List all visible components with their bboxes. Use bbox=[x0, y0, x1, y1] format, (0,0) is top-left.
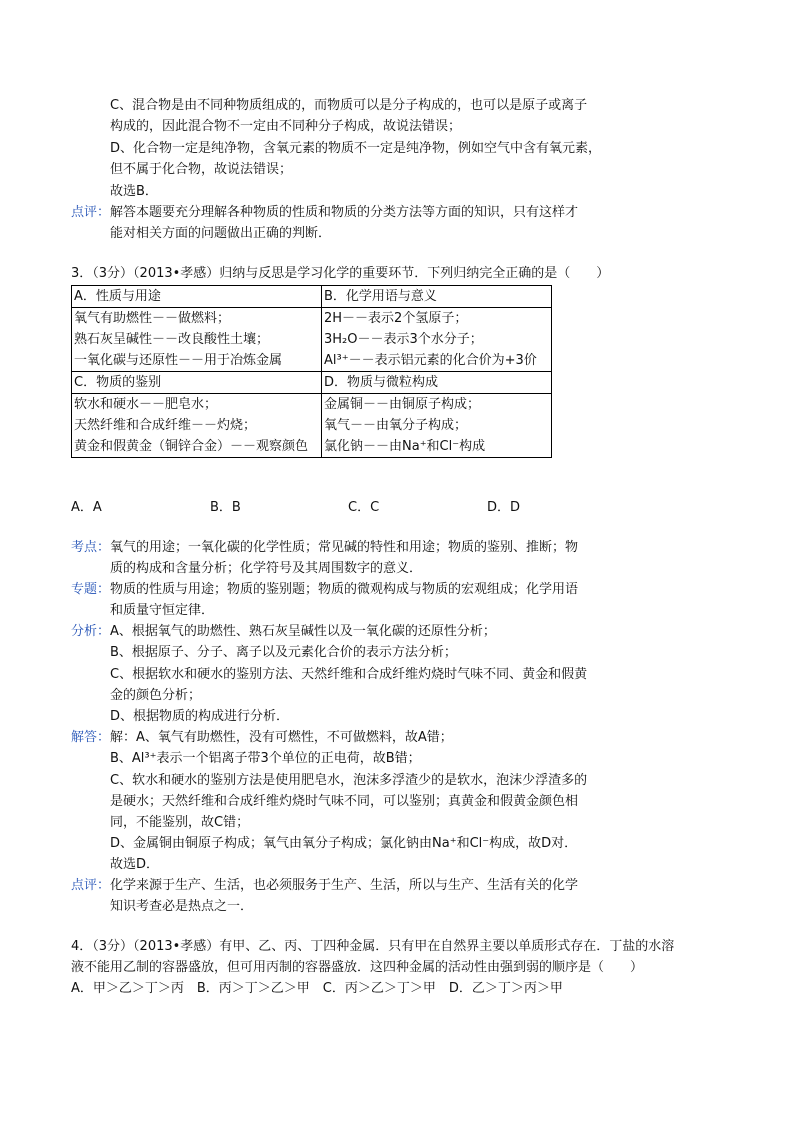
q2-option-d-line2: 但不属于化合物，故说法错误； bbox=[110, 162, 293, 177]
kaodian-line1: 氧气的用途；一氧化碳的化学性质；常见碱的特性和用途；物质的鉴别、推断；物 bbox=[110, 540, 579, 555]
dianping-label: 点评： bbox=[71, 878, 111, 893]
fenxi-line: B、根据原子、分子、离子以及元素化合价的表示方法分析； bbox=[110, 645, 457, 660]
jieda-line: B、Al³⁺表示一个铝离子带3个单位的正电荷，故B错； bbox=[110, 751, 421, 766]
fenxi-label: 分析： bbox=[71, 624, 111, 639]
table-cell-a-item: 一氧化碳与还原性－－用于冶炼金属 bbox=[74, 353, 283, 368]
fenxi-line: 金的颜色分析； bbox=[110, 688, 202, 703]
table-cell-c-item: 天然纤维和合成纤维－－灼烧； bbox=[74, 418, 257, 433]
kaodian-label: 考点： bbox=[71, 540, 111, 555]
q4-stem-line1: 4．（3分）（2013•孝感）有甲、乙、丙、丁四种金属．只有甲在自然界主要以单质形式存在．丁盐的水溶 bbox=[71, 939, 675, 954]
table-cell-d-item: 氧气－－由氧分子构成； bbox=[324, 418, 468, 433]
table-head-d: D．物质与微粒构成 bbox=[322, 372, 552, 394]
fenxi-line: D、根据物质的构成进行分析． bbox=[110, 709, 290, 724]
zhuanti-line1: 物质的性质与用途；物质的鉴别题；物质的微观构成与物质的宏观组成；化学用语 bbox=[110, 582, 579, 597]
table-cell-c-item: 软水和硬水－－肥皂水； bbox=[74, 397, 218, 412]
jieda-line: C、软水和硬水的鉴别方法是使用肥皂水，泡沫多浮渣少的是软水，泡沫少浮渣多的 bbox=[110, 773, 588, 788]
q3-stem: 3．（3分）（2013•孝感）归纳与反思是学习化学的重要环节．下列归纳完全正确的是（ ） bbox=[71, 266, 610, 281]
jieda-label: 解答： bbox=[71, 730, 111, 745]
table-cell-b-item: Al³⁺－－表示铝元素的化合价为+3价 bbox=[324, 353, 537, 368]
dianping-line1: 化学来源于生产、生活，也必须服务于生产、生活，所以与生产、生活有关的化学 bbox=[110, 878, 579, 893]
table-cell-c-item: 黄金和假黄金（铜锌合金）－－观察颜色 bbox=[74, 439, 309, 454]
jieda-line: 解：A、氧气有助燃性，没有可燃性，不可做燃料，故A错； bbox=[110, 730, 453, 745]
q3-option-b: B．B bbox=[210, 500, 241, 515]
dianping-line2: 知识考查必是热点之一． bbox=[110, 899, 254, 914]
q2-option-c-line2: 构成的，因此混合物不一定由不同种分子构成，故说法错误； bbox=[110, 119, 462, 134]
table-cell-d bbox=[322, 394, 552, 458]
table-cell-b-item: 2H－－表示2个氢原子； bbox=[324, 311, 468, 326]
table-cell-a-item: 氧气有助燃性－－做燃料； bbox=[74, 311, 231, 326]
q3-table bbox=[71, 285, 552, 458]
table-head-b: B．化学用语与意义 bbox=[322, 286, 552, 308]
q2-comment-line1: 解答本题要充分理解各种物质的性质和物质的分类方法等方面的知识，只有这样才 bbox=[110, 205, 579, 220]
q3-option-a: A．A bbox=[71, 500, 102, 515]
fenxi-line: C、根据软水和硬水的鉴别方法、天然纤维和合成纤维灼烧时气味不同、黄金和假黄 bbox=[110, 667, 588, 682]
q2-comment-label: 点评： bbox=[71, 205, 111, 220]
jieda-line: 故选D． bbox=[110, 857, 160, 872]
q2-option-d-line1: D、化合物一定是纯净物，含氧元素的物质不一定是纯净物，例如空气中含有氧元素， bbox=[110, 141, 602, 156]
jieda-line: D、金属铜由铜原子构成；氧气由氧分子构成；氯化钠由Na⁺和Cl⁻构成，故D对． bbox=[110, 836, 578, 851]
q3-option-d: D．D bbox=[487, 500, 521, 515]
jieda-line: 同，不能鉴别，故C错； bbox=[110, 815, 250, 830]
table-cell-d-item: 金属铜－－由铜原子构成； bbox=[324, 397, 481, 412]
table-head-a: A．性质与用途 bbox=[72, 286, 322, 308]
q2-option-c-line1: C、混合物是由不同种物质组成的，而物质可以是分子构成的，也可以是原子或离子 bbox=[110, 98, 588, 113]
kaodian-line2: 质的构成和含量分析；化学符号及其周围数字的意义． bbox=[110, 561, 423, 576]
table-head-c: C．物质的鉴别 bbox=[72, 372, 322, 394]
q2-choose: 故选B． bbox=[110, 184, 158, 199]
q3-option-c: C．C bbox=[348, 500, 380, 515]
table-cell-a-item: 熟石灰呈碱性－－改良酸性土壤； bbox=[74, 332, 270, 347]
table-cell-b bbox=[322, 308, 552, 372]
fenxi-line: A、根据氧气的助燃性、熟石灰呈碱性以及一氧化碳的还原性分析； bbox=[110, 624, 496, 639]
zhuanti-label: 专题： bbox=[71, 582, 111, 597]
table-cell-c bbox=[72, 394, 322, 458]
q2-comment-line2: 能对相关方面的问题做出正确的判断． bbox=[110, 226, 332, 241]
table-cell-d-item: 氯化钠－－由Na⁺和Cl⁻构成 bbox=[324, 439, 486, 454]
table-cell-a bbox=[72, 308, 322, 372]
table-cell-b-item: 3H₂O－－表示3个水分子； bbox=[324, 332, 483, 347]
jieda-line: 是硬水；天然纤维和合成纤维灼烧时气味不同，可以鉴别；真黄金和假黄金颜色相 bbox=[110, 794, 579, 809]
zhuanti-line2: 和质量守恒定律． bbox=[110, 603, 215, 618]
q4-stem-line2: 液不能用乙制的容器盛放，但可用丙制的容器盛放．这四种金属的活动性由强到弱的顺序是（ ） bbox=[71, 960, 644, 975]
q4-options: A．甲＞乙＞丁＞丙 B．丙＞丁＞乙＞甲 C．丙＞乙＞丁＞甲 D．乙＞丁＞丙＞甲 bbox=[71, 981, 563, 996]
